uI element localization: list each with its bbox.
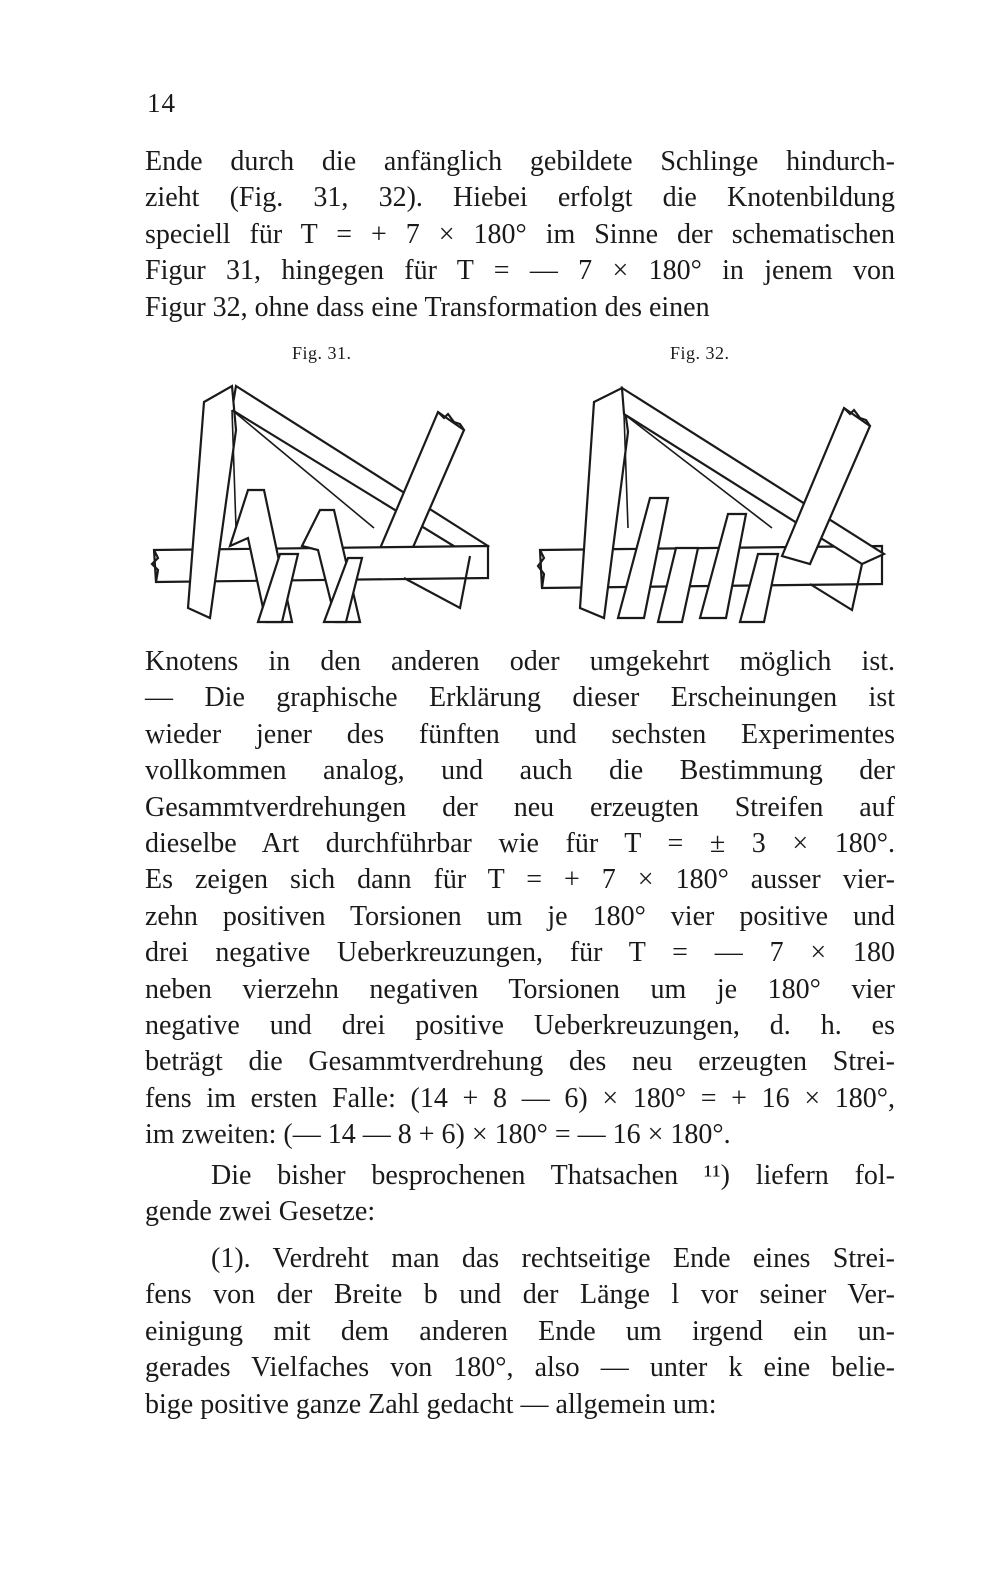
paragraph-middle-line: vollkommen analog, und auch die Bestimmung der — [145, 755, 895, 787]
paragraph-intro-line: Die bisher besprochenen Thatsachen ¹¹) liefern fol- — [211, 1160, 895, 1191]
paragraph-top-line: speciell für T = + 7 × 180° im Sinne der schematischen — [145, 218, 895, 250]
paragraph-middle-line: Knotens in den anderen oder umgekehrt möglich ist. — [145, 646, 895, 677]
figure-31-knot-diagram — [148, 378, 498, 643]
figure-31-caption: Fig. 31. — [292, 343, 352, 363]
paragraph-top-line: Figur 31, hingegen für T = — 7 × 180° in jenem von — [145, 255, 895, 287]
paragraph-middle-line: Gesammtverdrehungen der neu erzeugten Streifen auf — [145, 791, 895, 823]
paragraph-middle-line: Es zeigen sich dann für T = + 7 × 180° ausser vier- — [145, 864, 895, 896]
paragraph-middle-line: drei negative Ueberkreuzungen, für T = — 7 × 180 — [145, 937, 895, 969]
paragraph-intro — [145, 1158, 895, 1231]
paragraph-middle-line: wieder jener des fünften und sechsten Experimentes — [145, 718, 895, 750]
fig31-left-strip — [188, 386, 236, 618]
page-number: 14 — [147, 88, 176, 118]
paragraph-top-line: Figur 32, ohne dass eine Transformation des einen — [145, 291, 710, 323]
paragraph-middle-line: fens im ersten Falle: (14 + 8 — 6) × 180° = + 16 × 180°, — [145, 1082, 895, 1114]
paragraph-middle-line: zehn positiven Torsionen um je 180° vier positive und — [145, 900, 895, 932]
paragraph-middle-line: negative und drei positive Ueberkreuzungen, d. h. es — [145, 1009, 895, 1041]
paragraph-law-line: bige positive ganze Zahl gedacht — allgemein um: — [145, 1388, 717, 1420]
figure-32-caption: Fig. 32. — [670, 343, 730, 363]
paragraph-middle-line: — Die graphische Erklärung dieser Erscheinungen ist — [145, 682, 895, 714]
paragraph-top — [145, 144, 895, 326]
paragraph-top-line: zieht (Fig. 31, 32). Hiebei erfolgt die Knotenbildung — [145, 182, 895, 214]
paragraph-law-line: fens von der Breite b und der Länge l vor seiner Ver- — [145, 1279, 895, 1311]
paragraph-intro-line: gende zwei Gesetze: — [145, 1196, 376, 1228]
figure-32-svg — [532, 378, 892, 643]
paragraph-middle-line: beträgt die Gesammtverdrehung des neu erzeugten Strei- — [145, 1046, 895, 1078]
paragraph-middle-line: neben vierzehn negativen Torsionen um je 180° vier — [145, 973, 895, 1005]
paragraph-top-line: Ende durch die anfänglich gebildete Schlinge hindurch- — [145, 146, 895, 177]
paragraph-middle-line: dieselbe Art durchführbar wie für T = ± 3 × 180°. — [145, 827, 895, 859]
figure-31-svg — [148, 378, 498, 643]
paragraph-law-line: einigung mit dem anderen Ende um irgend ein un- — [145, 1315, 895, 1347]
paragraph-law — [145, 1241, 895, 1423]
paragraph-middle — [145, 644, 895, 1153]
paragraph-middle-line: im zweiten: (— 14 — 8 + 6) × 180° = — 16 × 180°. — [145, 1119, 731, 1151]
paragraph-law-line: gerades Vielfaches von 180°, also — unter k eine belie- — [145, 1352, 895, 1384]
figure-32-knot-diagram — [532, 378, 892, 643]
paragraph-law-line: (1). Verdreht man das rechtseitige Ende eines Strei- — [211, 1243, 895, 1274]
